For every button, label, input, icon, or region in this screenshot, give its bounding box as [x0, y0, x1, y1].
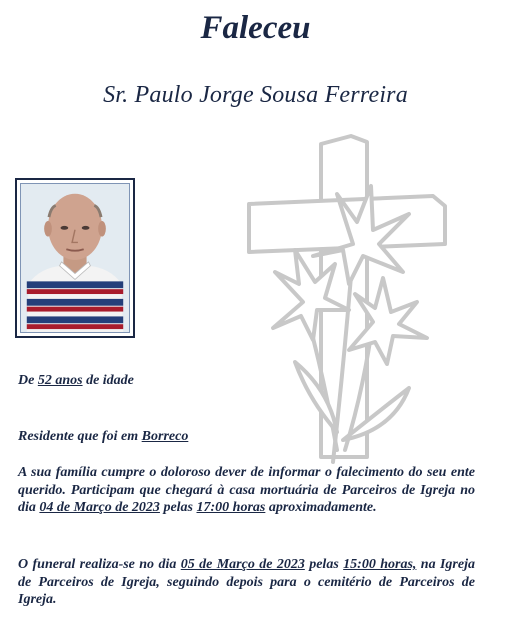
portrait-frame — [15, 178, 135, 338]
family-notice-text-3: aproximadamente. — [268, 500, 377, 515]
funeral-notice-text-2: pelas — [309, 557, 339, 572]
funeral-notice-text-1: O funeral realiza-se no dia — [18, 557, 177, 572]
family-notice-text-2: pelas — [163, 500, 193, 515]
arrival-time: 17:00 horas — [196, 500, 266, 515]
residence-prefix: Residente que foi em — [18, 429, 139, 444]
portrait-photo — [20, 183, 130, 333]
funeral-date: 05 de Março de 2023 — [180, 557, 305, 572]
age-line — [18, 372, 475, 390]
residence-place: Borreco — [141, 429, 189, 444]
funeral-notice-paragraph — [18, 556, 475, 609]
family-notice-text-1: A sua família cumpre o doloroso dever de informar o falecimento do seu ente querido. Participam que chegará à casa mortuária de Parceiros de Igreja no dia — [18, 465, 475, 515]
family-notice-paragraph — [18, 464, 475, 517]
funeral-time: 15:00 horas, — [343, 557, 417, 572]
deceased-name: Sr. Paulo Jorge Sousa Ferreira — [103, 82, 408, 108]
age-prefix: De — [18, 373, 35, 388]
notice-title: Faleceu — [200, 10, 311, 46]
residence-line — [18, 428, 475, 446]
portrait-illustration — [21, 184, 129, 332]
arrival-date: 04 de Março de 2023 — [39, 500, 160, 515]
age-value: 52 anos — [37, 373, 83, 388]
funeral-notice-text-3: na Igreja de Parceiros de Igreja, seguindo depois para o cemitério de Parceiros de Igreja. — [18, 557, 475, 607]
cross-with-lilies-icon — [233, 132, 453, 472]
age-suffix: de idade — [86, 373, 134, 388]
